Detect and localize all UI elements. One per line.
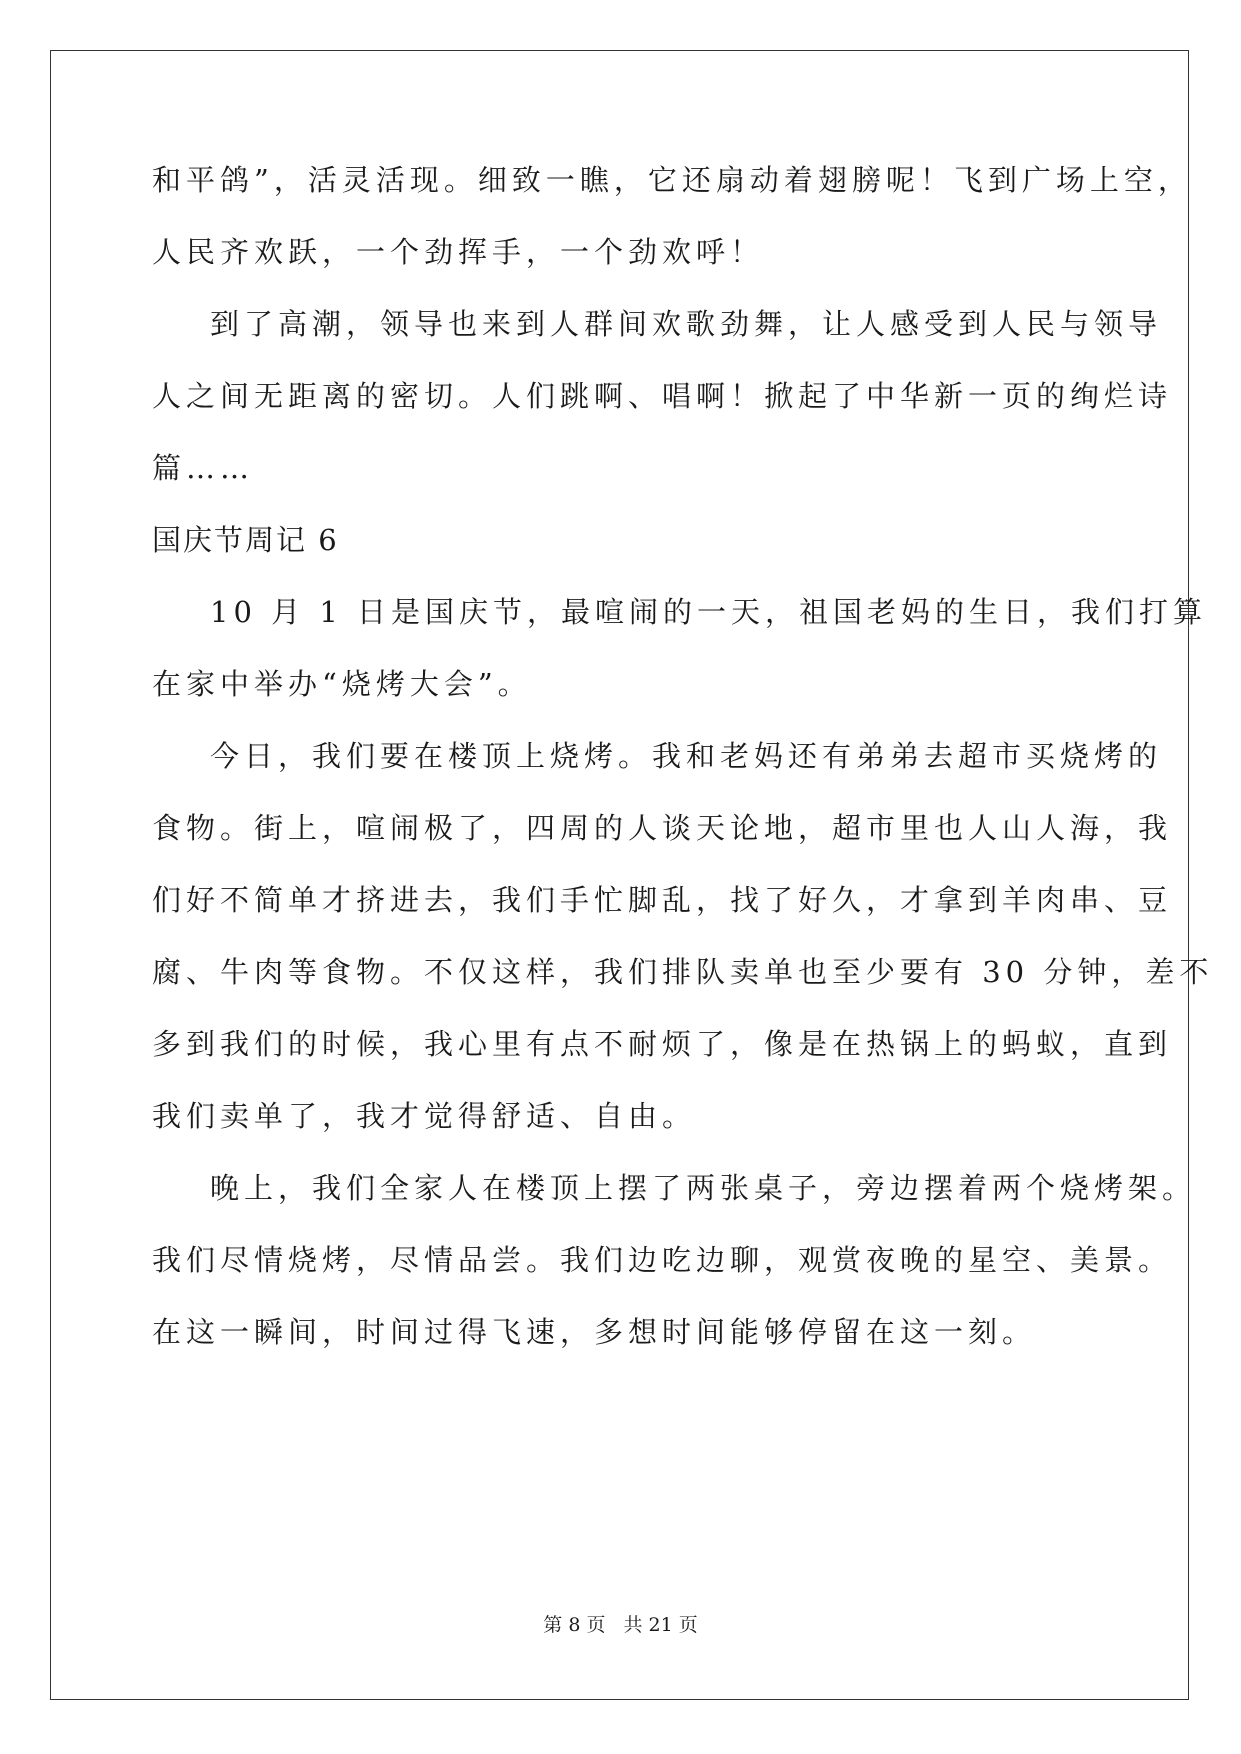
paragraph-start-line: 到了高潮，领导也来到人群间欢歌劲舞，让人感受到人民与领导	[210, 307, 1163, 341]
page-total: 共 21 页	[623, 1614, 698, 1636]
section-heading: 国庆节周记 6	[152, 523, 339, 557]
text-line: 腐、牛肉等食物。不仅这样，我们排队卖单也至少要有 30 分钟，差不	[152, 955, 1214, 989]
text-line: 多到我们的时候，我心里有点不耐烦了，像是在热锅上的蚂蚁，直到	[152, 1027, 1173, 1061]
page-border	[50, 50, 1189, 1700]
paragraph-start-line: 10 月 1 日是国庆节，最喧闹的一天，祖国老妈的生日，我们打算	[210, 595, 1208, 629]
text-line: 和平鸽”，活灵活现。细致一瞧，它还扇动着翅膀呢！飞到广场上空，	[152, 163, 1192, 197]
text-line: 人民齐欢跃，一个劲挥手，一个劲欢呼！	[152, 235, 765, 269]
text-line: 我们卖单了，我才觉得舒适、自由。	[152, 1099, 697, 1133]
text-line: 在这一瞬间，时间过得飞速，多想时间能够停留在这一刻。	[152, 1315, 1037, 1349]
paragraph-start-line: 晚上，我们全家人在楼顶上摆了两张桌子，旁边摆着两个烧烤架。	[210, 1171, 1197, 1205]
page-number: 第 8 页	[543, 1614, 606, 1636]
paragraph-start-line: 今日，我们要在楼顶上烧烤。我和老妈还有弟弟去超市买烧烤的	[210, 739, 1163, 773]
text-line: 篇……	[152, 451, 255, 485]
text-line: 在家中举办“烧烤大会”。	[152, 667, 532, 701]
text-line: 食物。街上，喧闹极了，四周的人谈天论地，超市里也人山人海，我	[152, 811, 1173, 845]
text-line: 我们尽情烧烤，尽情品尝。我们边吃边聊，观赏夜晚的星空、美景。	[152, 1243, 1173, 1277]
text-line: 们好不简单才挤进去，我们手忙脚乱，找了好久，才拿到羊肉串、豆	[152, 883, 1173, 917]
text-line: 人之间无距离的密切。人们跳啊、唱啊！掀起了中华新一页的绚烂诗	[152, 379, 1173, 413]
page-footer	[0, 1610, 1241, 1637]
